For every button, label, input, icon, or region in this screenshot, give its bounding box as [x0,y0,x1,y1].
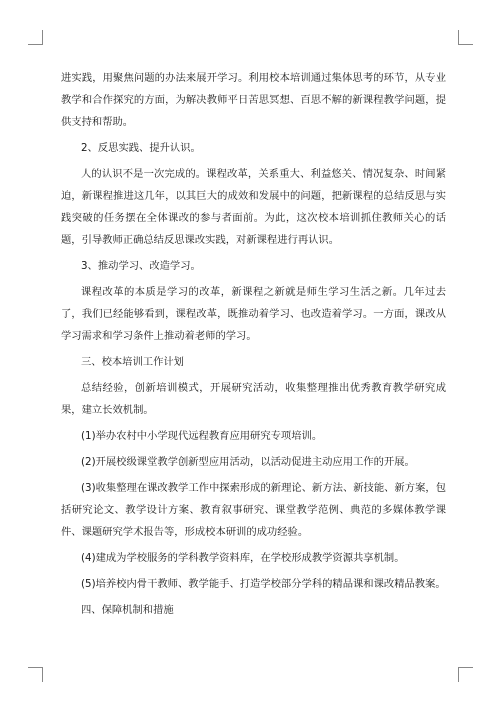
section-heading: 3、推动学习、改造学习。 [81,260,201,272]
crop-mark-top-left [28,30,43,45]
list-item: (1)举办农村中小学现代远程教育应用研究专项培训。 [81,430,323,442]
document-body [61,67,446,625]
paragraph: 进实践，用聚焦问题的办法来展开学习。利用校本培训通过集体思考的环节，从专业教学和合作探究的方面，为解决教师平日苦思冥想、百思不解的新课程教学问题，提供支持和帮助。 [61,72,446,128]
section-heading: 2、反思实践、提升认识。 [81,142,201,154]
list-item: (5)培养校内骨干教师、教学能手、打造学校部分学科的精品课和课改精品教案。 [81,578,446,590]
section-heading: 四、保障机制和措施 [81,604,174,616]
paragraph: 课程改革的本质是学习的改革，新课程之新就是师生学习生活之新。几年过去了，我们已经能够看到，课程改革，既推动着学习、也改造着学习。一方面，课改从学习需求和学习条件上推动着老师的学习。 [61,286,446,342]
list-item: (4)建成为学校服务的学科教学资料库，在学校形成教学资源共享机制。 [81,552,405,564]
list-item: (2)开展校级课堂教学创新型应用活动，以活动促进主动应用工作的开展。 [81,456,415,468]
crop-mark-top-right [458,30,473,45]
list-item: (3)收集整理在课改教学工作中探索形成的新理论、新方法、新技能、新方案，包括研究论文、教学设计方案、教育叙事研究、课堂教学范例、典范的多媒体教学课件、课题研究学术报告等，形成校本研训的成功经验。 [61,482,446,538]
paragraph: 总结经验，创新培训模式，开展研究活动，收集整理推出优秀教育教学研究成果，建立长效机制。 [61,382,446,416]
paragraph: 人的认识不是一次完成的。课程改革，关系重大、利益悠关、情况复杂、时间紧迫，新课程推进这几年，以其巨大的成效和发展中的问题，把新课程的总结反思与实践突破的任务摆在全体课改的参与者面前。为此，这次校本培训抓住教师关心的话题，引导教师正确总结反思课改实践，对新课程进行再认识。 [61,168,446,246]
crop-mark-bottom-left [28,667,43,682]
section-heading: 三、校本培训工作计划 [81,356,184,368]
crop-mark-bottom-right [458,667,473,682]
